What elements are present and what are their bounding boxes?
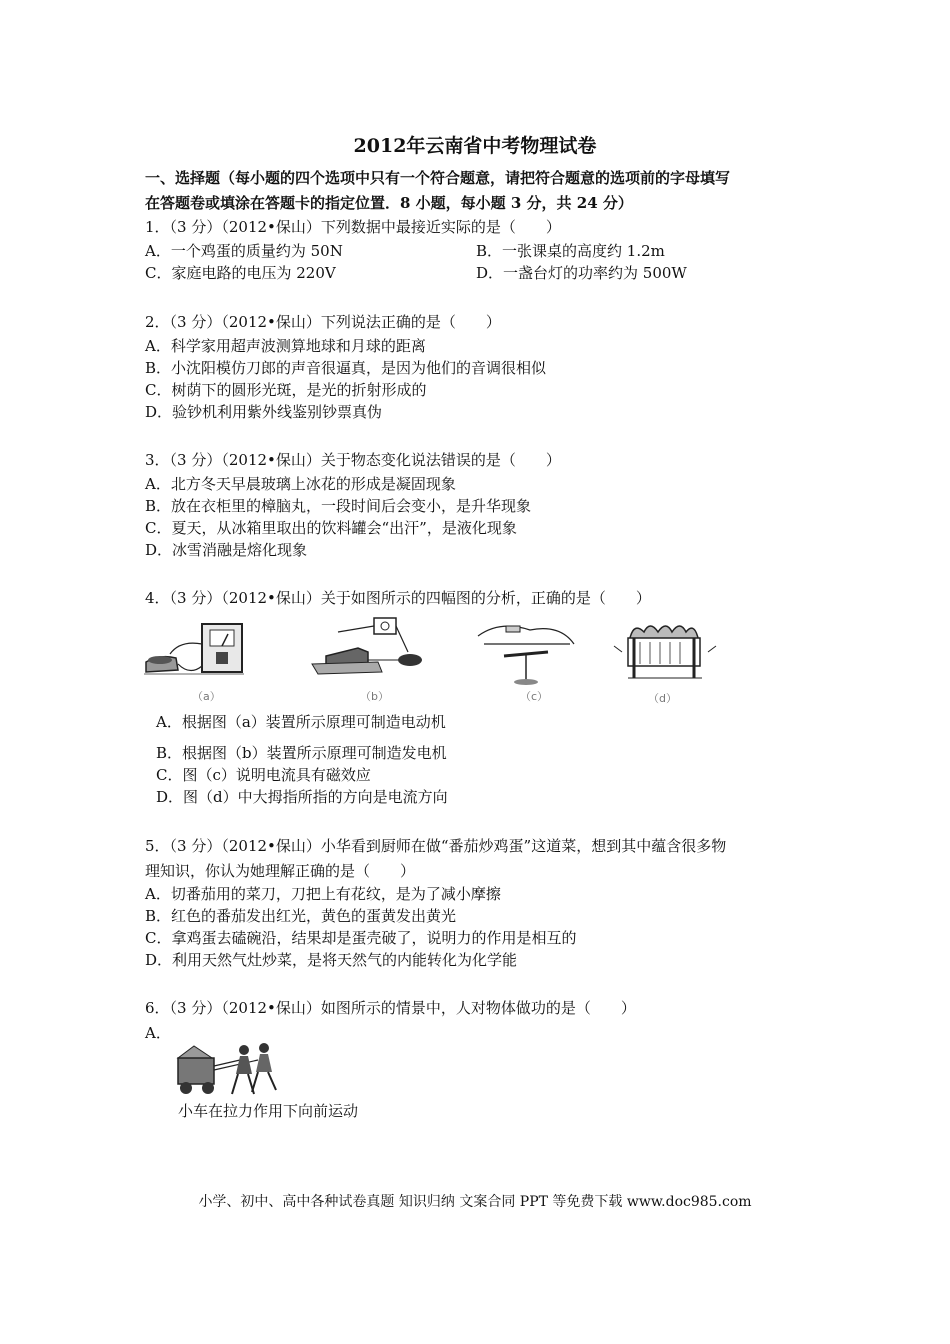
question-3-stem: 3．（3 分）（2012•保山）关于物态变化说法错误的是（ ）: [145, 451, 561, 469]
section-heading-line-1: 一、选择题（每小题的四个选项中只有一个符合题意，请把符合题意的选项前的字母填写: [145, 169, 731, 187]
question-4-option-c: C．图（c）说明电流具有磁效应: [156, 766, 371, 784]
question-2-option-d: D．验钞机利用紫外线鉴别钞票真伪: [145, 403, 383, 421]
question-1-option-c: C．家庭电路的电压为 220V: [145, 264, 336, 282]
question-3-option-b: B．放在衣柜里的樟脑丸，一段时间后会变小，是升华现象: [145, 497, 532, 515]
figure-d-drawing: [610, 612, 720, 692]
question-4-option-d: D．图（d）中大拇指所指的方向是电流方向: [156, 788, 448, 806]
question-5-option-a: A．切番茄用的菜刀，刀把上有花纹，是为了减小摩擦: [145, 885, 501, 903]
question-1-option-d: D．一盏台灯的功率约为 500W: [476, 264, 687, 282]
question-2-option-c: C．树荫下的圆形光斑，是光的折射形成的: [145, 381, 427, 399]
section-heading-line-2: 在答题卷或填涂在答题卡的指定位置．8 小题，每小题 3 分，共 24 分）: [145, 194, 633, 212]
question-6-stem: 6．（3 分）（2012•保山）如图所示的情景中，人对物体做功的是（ ）: [145, 999, 636, 1017]
question-4-stem: 4．（3 分）（2012•保山）关于如图所示的四幅图的分析，正确的是（ ）: [145, 589, 651, 607]
figure-b-caption: （b）: [360, 690, 389, 703]
question-3-option-a: A．北方冬天早晨玻璃上冰花的形成是凝固现象: [145, 475, 456, 493]
page-footer: 小学、初中、高中各种试卷真题 知识归纳 文案合同 PPT 等免费下载 www.doc985.com: [198, 1194, 752, 1210]
question-2-option-a: A．科学家用超声波测算地球和月球的距离: [145, 337, 426, 355]
question-1-option-a: A．一个鸡蛋的质量约为 50N: [145, 242, 343, 260]
figure-c: [470, 614, 590, 706]
figure-a: [140, 614, 260, 706]
figure-a-caption: （a）: [192, 690, 221, 703]
question-5-option-b: B．红色的番茄发出红光，黄色的蛋黄发出黄光: [145, 907, 457, 925]
question-5-option-c: C．拿鸡蛋去磕碗沿，结果却是蛋壳破了，说明力的作用是相互的: [145, 929, 577, 947]
question-3-option-c: C．夏天，从冰箱里取出的饮料罐会“出汗”，是液化现象: [145, 519, 517, 537]
question-2-stem: 2．（3 分）（2012•保山）下列说法正确的是（ ）: [145, 313, 501, 331]
figure-d-caption: （d）: [648, 692, 677, 705]
question-1-stem: 1．（3 分）（2012•保山）下列数据中最接近实际的是（ ）: [145, 218, 561, 236]
question-5-stem-line-2: 理知识，你认为她理解正确的是（ ）: [145, 862, 416, 880]
figure-b-drawing: [308, 612, 428, 692]
question-4-option-a: A．根据图（a）装置所示原理可制造电动机: [156, 713, 446, 731]
question-5-option-d: D．利用天然气灶炒菜，是将天然气的内能转化为化学能: [145, 951, 518, 969]
question-3-option-d: D．冰雪消融是熔化现象: [145, 541, 308, 559]
figure-b: [308, 612, 428, 706]
figure-cart-pull: [174, 1038, 294, 1100]
question-2-option-b: B．小沈阳模仿刀郎的声音很逼真，是因为他们的音调很相似: [145, 359, 547, 377]
question-6-option-a-caption: 小车在拉力作用下向前运动: [178, 1102, 359, 1120]
question-1-option-b: B．一张课桌的高度约 1.2m: [476, 242, 665, 260]
figure-c-caption: （c）: [520, 690, 549, 703]
question-4-option-b: B．根据图（b）装置所示原理可制造发电机: [156, 744, 447, 762]
figure-c-drawing: [470, 614, 590, 694]
page-title: 2012年云南省中考物理试卷: [353, 135, 597, 157]
figure-a-drawing: [140, 614, 260, 694]
figure-d: [610, 612, 720, 706]
question-5-stem-line-1: 5．（3 分）（2012•保山）小华看到厨师在做“番茄炒鸡蛋”这道菜，想到其中蕴含很多物: [145, 837, 727, 855]
question-6-option-a-label: A．: [145, 1024, 171, 1042]
cart-pull-drawing: [174, 1038, 294, 1100]
